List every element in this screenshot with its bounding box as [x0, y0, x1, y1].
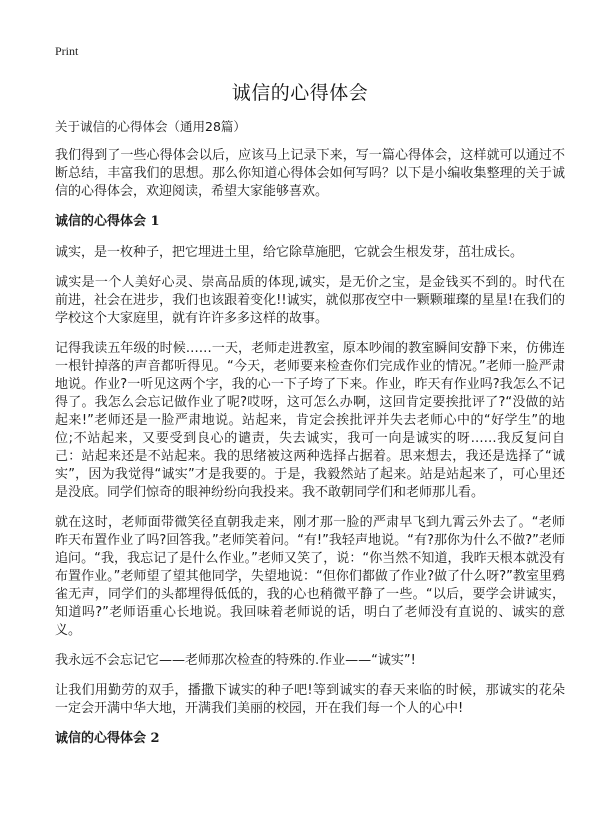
section-heading-1: 诚信的心得体会 1 [55, 214, 160, 229]
article-subtitle: 关于诚信的心得体会（通用28篇） [55, 119, 246, 134]
paragraph: 就在这时，老师面带微笑径直朝我走来，刚才那一脸的严肃早飞到九霄云外去了。“老师昨天布置作业了吗?回答我。”老师笑着问。“有!”我轻声地说。“有?那你为什么不做?”老师追问。“我，我忘记了是什么作业。”老师又笑了，说：“你当然不知道，我昨天根本就没有布置作业。”老师望了望其他同学，失望地说：“但你们都做了作业?做了什么呀?”教室里鸦雀无声，同学们的头都埋得低低的，我的心也稍微平静了一些。“以后，要学会讲诚实，知道吗?”老师语重心长地说。我回味着老师说的话，明白了老师没有直说的、诚实的意义。 [55, 515, 565, 638]
paragraph: 让我们用勤劳的双手，播撒下诚实的种子吧!等到诚实的春天来临的时候，那诚实的花朵一定会开满中华大地，开满我们美丽的校园，开在我们每一个人的心中! [55, 683, 565, 716]
paragraph: 诚实，是一枚种子，把它埋进土里，给它除草施肥，它就会生根发芽，茁壮成长。 [55, 245, 524, 260]
paragraph: 诚实是一个人美好心灵、崇高品质的体现,诚实，是无价之宝，是金钱买不到的。时代在前进，社会在进步，我们也该跟着变化!!诚实，就似那夜空中一颗颗璀璨的星星!在我们的学校这个大家庭里，就有许许多多这样的故事。 [55, 275, 565, 326]
print-link[interactable]: Print [55, 44, 79, 58]
paragraph: 我永远不会忘记它——老师那次检查的特殊的.作业——“诚实”! [55, 653, 416, 668]
article-body [55, 118, 565, 761]
intro-paragraph: 我们得到了一些心得体会以后，应该马上记录下来，写一篇心得体会，这样就可以通过不断总结，丰富我们的思想。那么你知道心得体会如何写吗？以下是小编收集整理的关于诚信的心得体会，欢迎阅读，希望大家能够喜欢。 [55, 148, 565, 199]
page-title: 诚信的心得体会 [231, 82, 369, 104]
paragraph: 记得我读五年级的时候……一天，老师走进教室，原本吵闹的教室瞬间安静下来，仿佛连一根针掉落的声音都听得见。“今天，老师要来检查你们完成作业的情况。”老师一脸严肃地说。作业?一听见这两个字，我的心一下子垮了下来。作业，昨天有作业吗?我怎么不记得了。我怎么会忘记做作业了呢?哎呀，这可怎么办啊，这回肯定要挨批评了?“没做的站起来!”老师还是一脸严肃地说。站起来，肯定会挨批评并失去老师心中的“好学生”的地位;不站起来，又要受到良心的谴责，失去诚实，我可一向是诚实的呀……我反复问自己：站起来还是不站起来。我的思绪被这两种选择占据着。思来想去，我还是选择了“诚实”，因为我觉得“诚实”才是我要的。于是，我毅然站了起来。站是站起来了，可心里还是没底。同学们惊奇的眼神纷纷向我投来。我不敢朝同学们和老师那儿看。 [55, 341, 565, 500]
section-heading-2: 诚信的心得体会 2 [55, 731, 160, 746]
